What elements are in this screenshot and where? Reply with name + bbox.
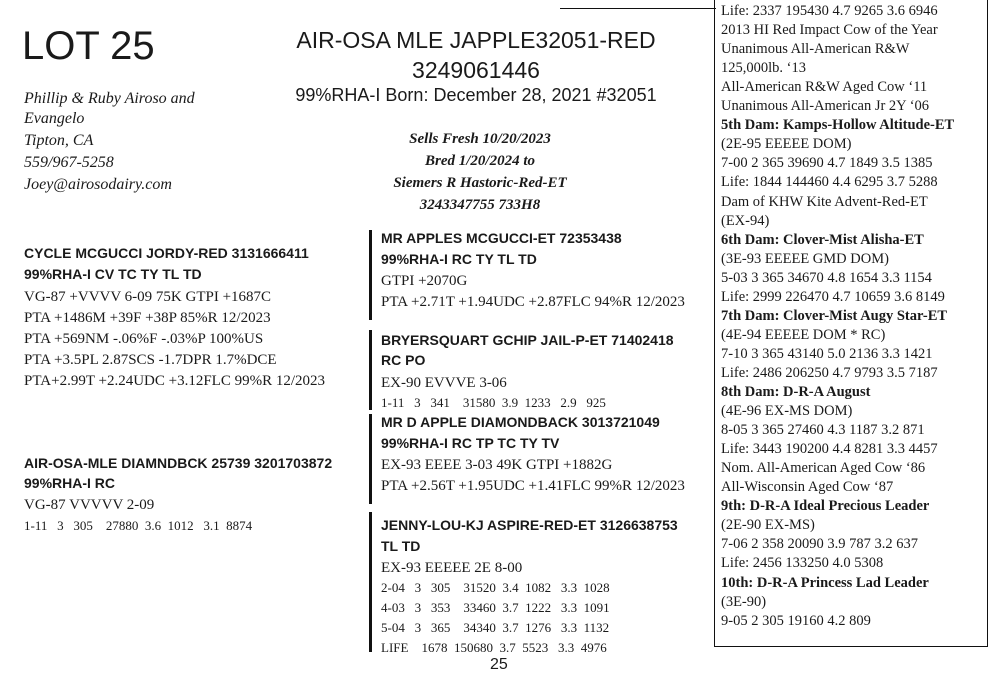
ancestor-detail: 7-10 3 365 43140 5.0 2136 3.3 1421 xyxy=(721,345,933,362)
animal-registration: 3249061446 xyxy=(412,57,540,83)
sire-detail: PTA +3.5PL 2.87SCS -1.7DPR 1.7%DCE xyxy=(24,352,277,368)
sells-line: Sells Fresh 10/20/2023 xyxy=(409,131,551,147)
sire-detail: PTA +1486M +39F +38P 85%R 12/2023 xyxy=(24,310,271,326)
sire-detail: PTA+2.99T +2.24UDC +3.12FLC 99%R 12/2023 xyxy=(24,373,326,389)
sire-detail: PTA +569NM -.06%F -.03%P 100%US xyxy=(24,331,264,347)
sells-line: Bred 1/20/2024 to xyxy=(424,153,535,169)
ancestor-detail: All-American R&W Aged Cow ‘11 xyxy=(721,79,928,96)
ancestor-detail: (EX-94) xyxy=(721,212,770,229)
dam-sire-header: 99%RHA-I RC TP TC TY TV xyxy=(381,435,560,451)
pedigree-bar xyxy=(369,414,372,504)
dam-dam-record: LIFE 1678 150680 3.7 5523 3.3 4976 xyxy=(381,640,607,655)
ancestor-detail: 9-05 2 305 19160 4.2 809 xyxy=(721,612,871,629)
sire-sire-detail: GTPI +2070G xyxy=(381,273,468,289)
ancestor-detail: 8-05 3 365 27460 4.3 1187 3.2 871 xyxy=(721,422,925,439)
sire-sire-detail: PTA +2.71T +1.94UDC +2.87FLC 94%R 12/2023 xyxy=(381,294,685,310)
ancestor-detail: 125,000lb. ‘13 xyxy=(721,60,806,77)
sire-sire-header: 99%RHA-I RC TY TL TD xyxy=(381,251,537,267)
ancestor-detail: Dam of KHW Kite Advent-Red-ET xyxy=(721,193,928,210)
owner-email: Joey@airosodairy.com xyxy=(24,176,172,193)
owner-line: 559/967-5258 xyxy=(24,154,114,171)
ancestor-heading: 5th Dam: Kamps-Hollow Altitude-ET xyxy=(721,117,955,134)
ancestor-detail: (2E-95 EEEEE DOM) xyxy=(721,136,852,153)
ancestor-detail: (3E-90) xyxy=(721,593,767,610)
ancestor-detail: 7-00 2 365 39690 4.7 1849 3.5 1385 xyxy=(721,155,933,172)
ancestor-detail: Life: 2486 206250 4.7 9793 3.5 7187 xyxy=(721,364,938,381)
dam-record: 1-11 3 305 27880 3.6 1012 3.1 8874 xyxy=(24,518,253,533)
pedigree-bar xyxy=(369,512,372,652)
sire-header: CYCLE MCGUCCI JORDY-RED 3131666411 xyxy=(24,245,309,261)
owner-line: Tipton, CA xyxy=(24,132,94,149)
animal-born-line: 99%RHA-I Born: December 28, 2021 #32051 xyxy=(295,85,657,105)
animal-name: AIR-OSA MLE JAPPLE32051-RED xyxy=(296,27,656,53)
sire-dam-header: RC PO xyxy=(381,352,426,368)
dam-dam-header: TL TD xyxy=(381,538,421,554)
owner-line: Phillip & Ruby Airoso and xyxy=(24,90,195,107)
dam-detail: VG-87 VVVVV 2-09 xyxy=(24,497,155,513)
pedigree-bar xyxy=(369,330,372,410)
ancestor-detail: Unanimous All-American R&W xyxy=(721,41,910,58)
dam-header: 99%RHA-I RC xyxy=(24,475,116,491)
dam-dam-header: JENNY-LOU-KJ ASPIRE-RED-ET 3126638753 xyxy=(381,517,678,533)
dam-sire-detail: EX-93 EEEE 3-03 49K GTPI +1882G xyxy=(381,457,613,473)
dam-dam-detail: EX-93 EEEEE 2E 8-00 xyxy=(381,560,523,576)
ancestor-heading: 10th: D-R-A Princess Lad Leader xyxy=(721,574,929,591)
ancestor-heading: 8th Dam: D-R-A August xyxy=(721,384,871,400)
dam-dam-record: 2-04 3 305 31520 3.4 1082 3.3 1028 xyxy=(381,580,610,595)
sire-sire-header: MR APPLES MCGUCCI-ET 72353438 xyxy=(381,230,622,246)
ancestor-heading: 7th Dam: Clover-Mist Augy Star-ET xyxy=(721,307,948,324)
ancestor-detail: Life: 2456 133250 4.0 5308 xyxy=(721,555,884,572)
sire-detail: VG-87 +VVVV 6-09 75K GTPI +1687C xyxy=(24,289,272,305)
ancestor-detail: (3E-93 EEEEE GMD DOM) xyxy=(721,250,889,267)
lot-number: LOT 25 xyxy=(22,24,155,68)
ancestor-detail: All-Wisconsin Aged Cow ‘87 xyxy=(721,479,894,496)
ancestor-detail: (2E-90 EX-MS) xyxy=(721,517,815,534)
ancestor-detail: (4E-96 EX-MS DOM) xyxy=(721,403,853,420)
sire-dam-header: BRYERSQUART GCHIP JAIL-P-ET 71402418 xyxy=(381,332,674,348)
ancestor-detail: Nom. All-American Aged Cow ‘86 xyxy=(721,460,926,477)
ancestor-detail: Life: 2999 226470 4.7 10659 3.6 8149 xyxy=(721,288,945,305)
ancestor-detail: (4E-94 EEEEE DOM * RC) xyxy=(721,326,886,343)
ancestor-detail: 5-03 3 365 34670 4.8 1654 3.3 1154 xyxy=(721,269,932,286)
sells-line: Siemers R Hastoric-Red-ET xyxy=(393,175,567,191)
dam-dam-record: 5-04 3 365 34340 3.7 1276 3.3 1132 xyxy=(381,620,610,635)
dam-header: AIR-OSA-MLE DIAMNDBCK 25739 3201703872 xyxy=(24,455,333,471)
sire-dam-record: 1-11 3 341 31580 3.9 1233 2.9 925 xyxy=(381,395,606,410)
ancestor-detail: Life: 3443 190200 4.4 8281 3.3 4457 xyxy=(721,441,938,458)
page-number: 25 xyxy=(490,656,508,673)
sells-line: 3243347755 733H8 xyxy=(419,197,541,213)
top-rule xyxy=(560,8,716,9)
ancestor-detail: Life: 1844 144460 4.4 6295 3.7 5288 xyxy=(721,174,938,191)
pedigree-bar xyxy=(369,230,372,320)
ancestor-detail: Unanimous All-American Jr 2Y ‘06 xyxy=(721,98,930,115)
dam-sire-header: MR D APPLE DIAMONDBACK 3013721049 xyxy=(381,414,660,430)
ancestor-detail: 2013 HI Red Impact Cow of the Year xyxy=(721,22,938,39)
sire-header: 99%RHA-I CV TC TY TL TD xyxy=(24,266,202,282)
owner-line: Evangelo xyxy=(24,110,85,127)
ancestor-heading: 9th: D-R-A Ideal Precious Leader xyxy=(721,498,930,515)
dam-sire-detail: PTA +2.56T +1.95UDC +1.41FLC 99%R 12/2023 xyxy=(381,478,685,494)
sire-dam-detail: EX-90 EVVVE 3-06 xyxy=(381,375,507,391)
ancestor-detail: 7-06 2 358 20090 3.9 787 3.2 637 xyxy=(721,536,918,553)
ancestor-heading: 6th Dam: Clover-Mist Alisha-ET xyxy=(721,231,924,248)
ancestor-detail: Life: 2337 195430 4.7 9265 3.6 6946 xyxy=(721,3,938,19)
dam-dam-record: 4-03 3 353 33460 3.7 1222 3.3 1091 xyxy=(381,600,610,615)
